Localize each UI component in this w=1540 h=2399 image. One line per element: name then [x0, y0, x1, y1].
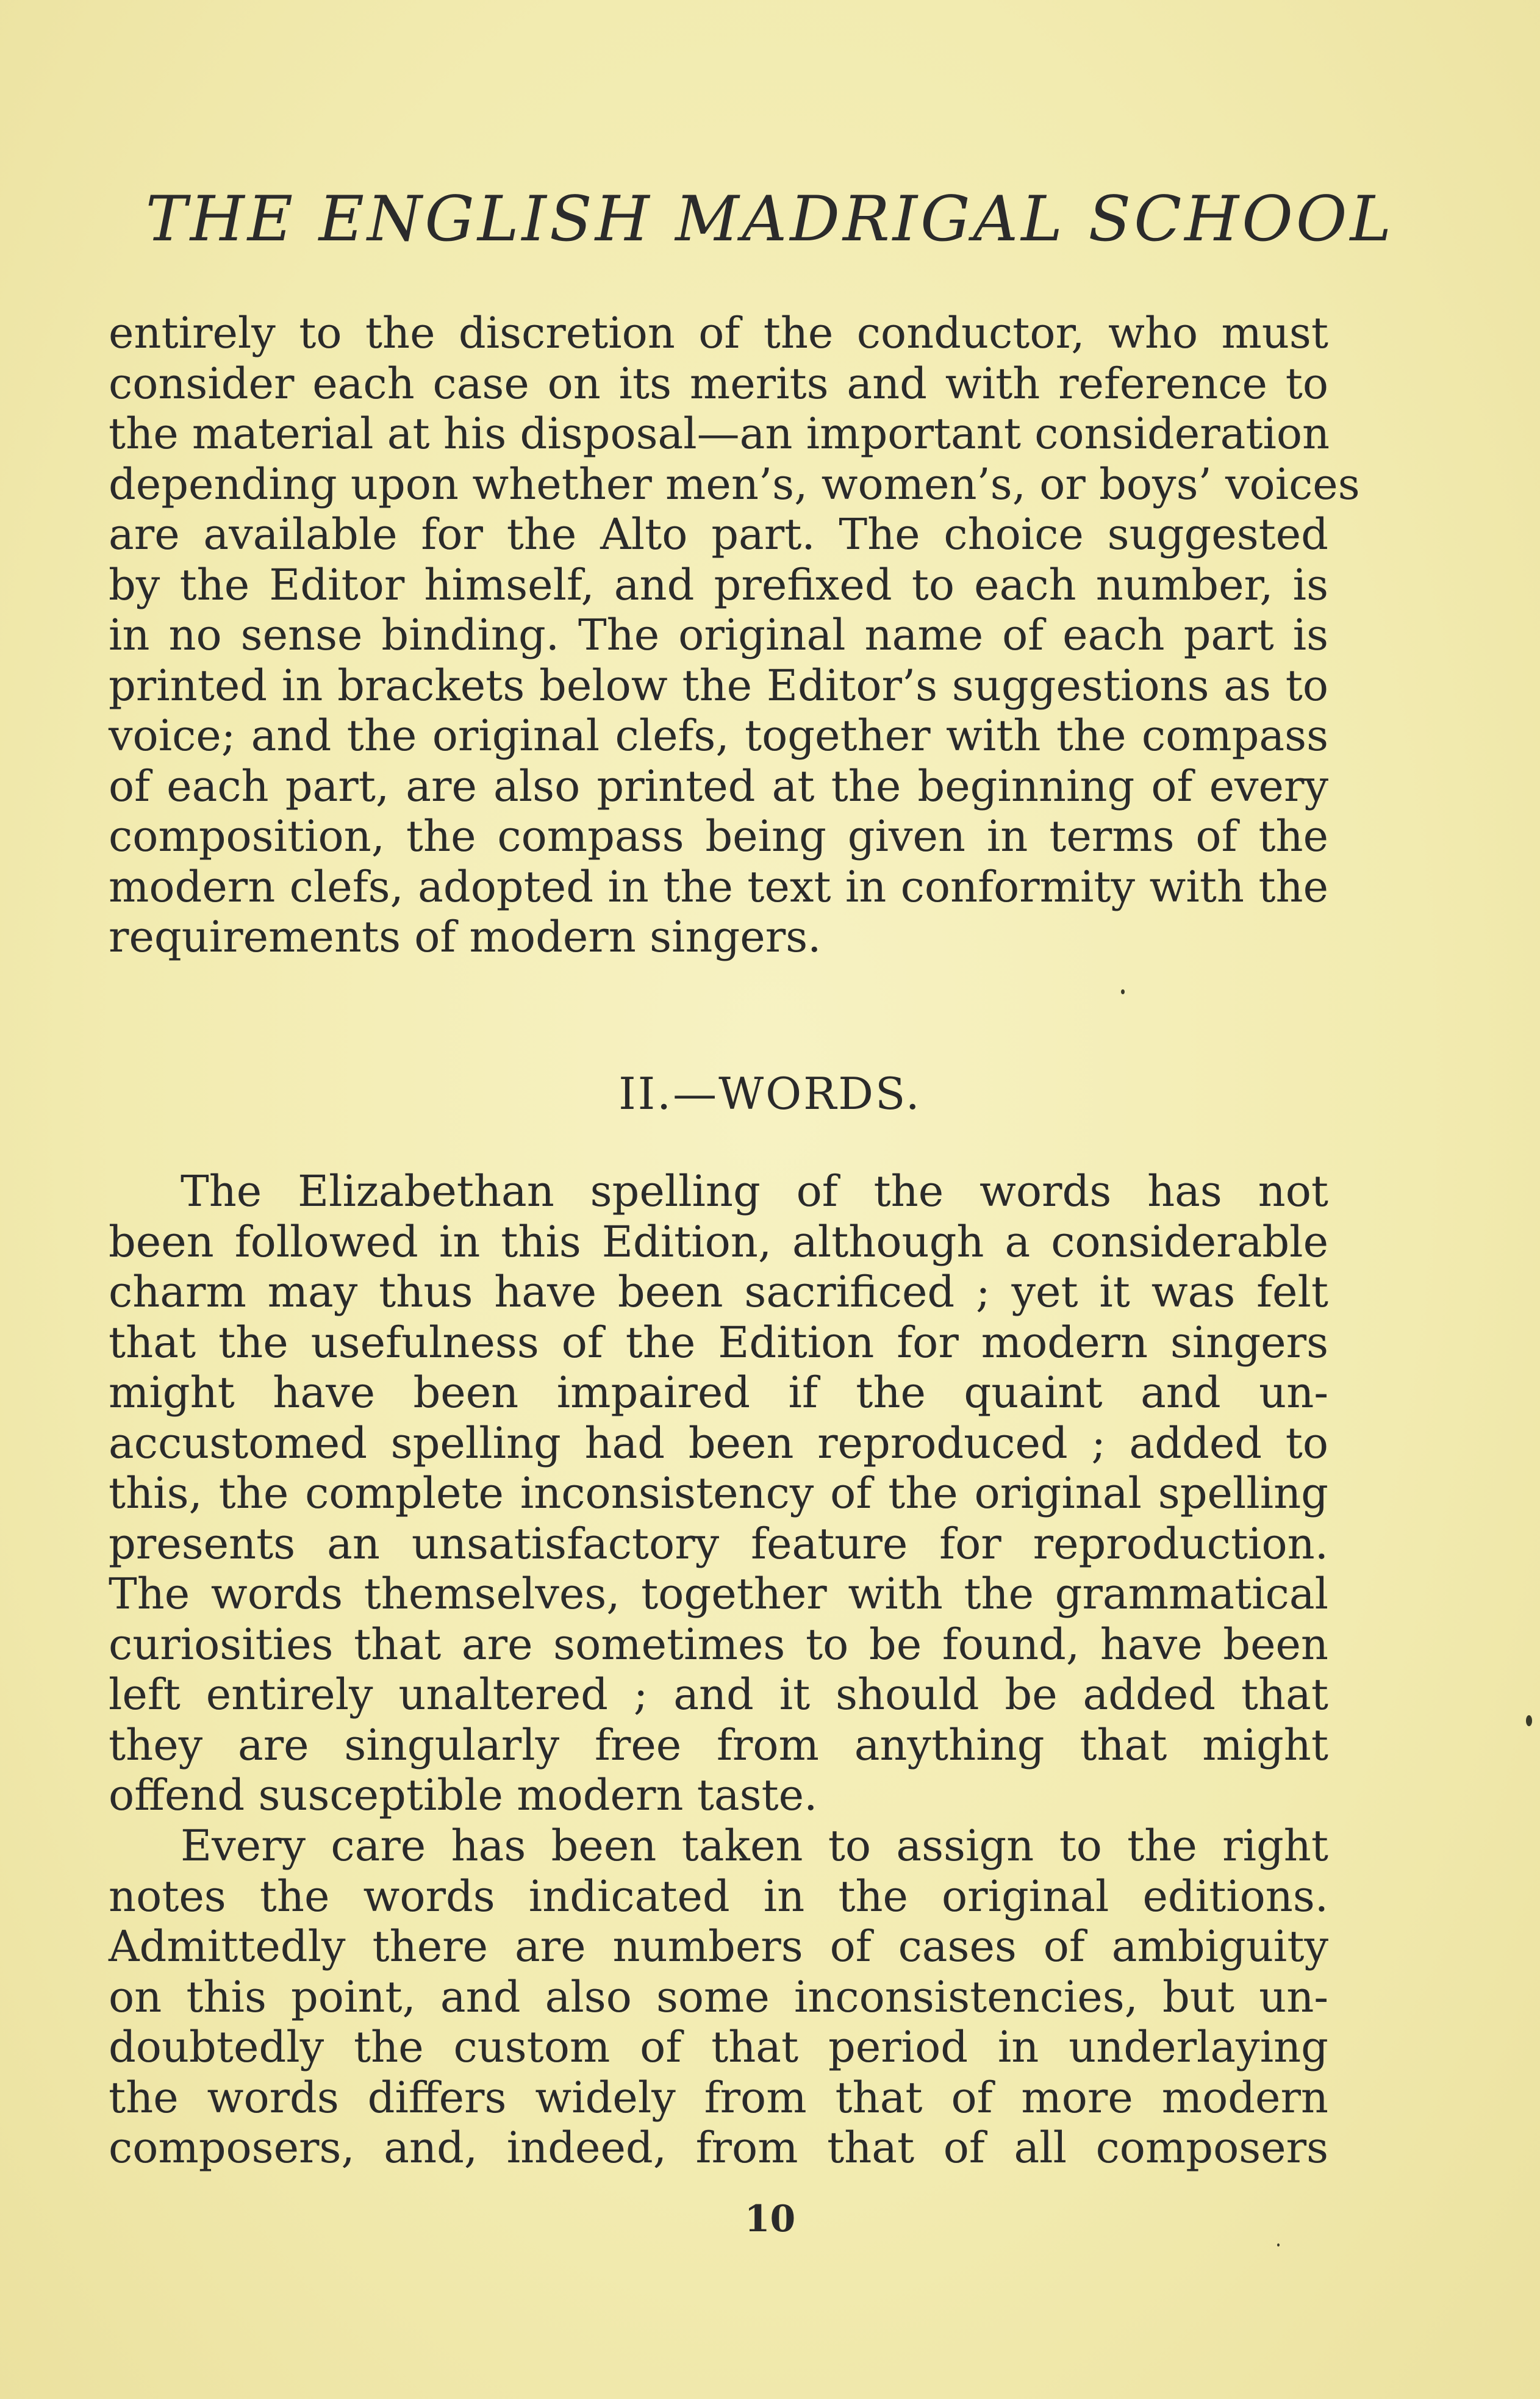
paragraph-line: this, the complete inconsistency of the original spelling: [109, 1468, 1328, 1518]
paragraph-line: in no sense binding. The original name of each part is: [109, 610, 1328, 660]
paragraph-line: modern clefs, adopted in the text in conformity with the: [109, 861, 1328, 912]
paper-speck: [1526, 1715, 1532, 1726]
paragraph-line: composers, and, indeed, from that of all composers: [109, 2123, 1328, 2173]
paragraph-line: voice; and the original clefs, together with the compass: [109, 711, 1328, 761]
paragraph-1: [109, 308, 1360, 963]
paragraph-line: entirely to the discretion of the conductor, who must: [109, 308, 1328, 358]
paragraph-line: been followed in this Edition, although a considerable: [109, 1216, 1328, 1267]
paragraph-line: curiosities that are sometimes to be found, have been: [109, 1619, 1328, 1669]
paragraph-line: presents an unsatisfactory feature for reproduction.: [109, 1518, 1328, 1569]
paragraph-2: [109, 1166, 1328, 1821]
paragraph-line: The Elizabethan spelling of the words has not: [181, 1166, 1328, 1216]
paragraph-line: Every care has been taken to assign to the right: [181, 1821, 1328, 1871]
paragraph-line: accustomed spelling had been reproduced ; added to: [109, 1418, 1328, 1468]
running-head: THE ENGLISH MADRIGAL SCHOOL: [145, 183, 1395, 256]
paragraph-line: consider each case on its merits and with reference to: [109, 358, 1328, 409]
paragraph-line: Admittedly there are numbers of cases of ambiguity: [109, 1921, 1328, 1971]
paragraph-line: offend susceptible modern taste.: [109, 1770, 818, 1820]
page-number: 10: [744, 2198, 796, 2240]
paragraph-line: on this point, and also some inconsistencies, but un-: [109, 1971, 1328, 2022]
paper-speck: [1121, 989, 1125, 994]
paragraph-line: depending upon whether men’s, women’s, or boys’ voices: [109, 459, 1360, 509]
paragraph-line: the words differs widely from that of more modern: [109, 2072, 1328, 2123]
paragraph-line: are available for the Alto part. The choice suggested: [109, 509, 1328, 559]
paper-speck: [1277, 2243, 1280, 2247]
paragraph-line: that the usefulness of the Edition for modern singers: [109, 1317, 1328, 1368]
paragraph-line: might have been impaired if the quaint and un-: [109, 1368, 1328, 1418]
paragraph-line: The words themselves, together with the grammatical: [109, 1569, 1328, 1619]
paragraph-line: requirements of modern singers.: [109, 912, 822, 962]
paragraph-line: the material at his disposal—an important consideration: [109, 409, 1330, 459]
paragraph-line: left entirely unaltered ; and it should be added that: [109, 1669, 1328, 1719]
paragraph-3: [109, 1821, 1328, 2173]
paragraph-line: charm may thus have been sacrificed ; yet it was felt: [109, 1267, 1328, 1317]
section-heading: II.—WORDS.: [618, 1068, 922, 1119]
paragraph-line: printed in brackets below the Editor’s suggestions as to: [109, 660, 1328, 711]
paragraph-line: by the Editor himself, and prefixed to each number, is: [109, 559, 1328, 610]
paragraph-line: notes the words indicated in the original editions.: [109, 1871, 1328, 1921]
paragraph-line: composition, the compass being given in terms of the: [109, 811, 1328, 861]
paragraph-line: they are singularly free from anything that might: [109, 1719, 1328, 1770]
paragraph-line: of each part, are also printed at the beginning of every: [109, 761, 1328, 811]
paragraph-line: doubtedly the custom of that period in underlaying: [109, 2022, 1328, 2072]
